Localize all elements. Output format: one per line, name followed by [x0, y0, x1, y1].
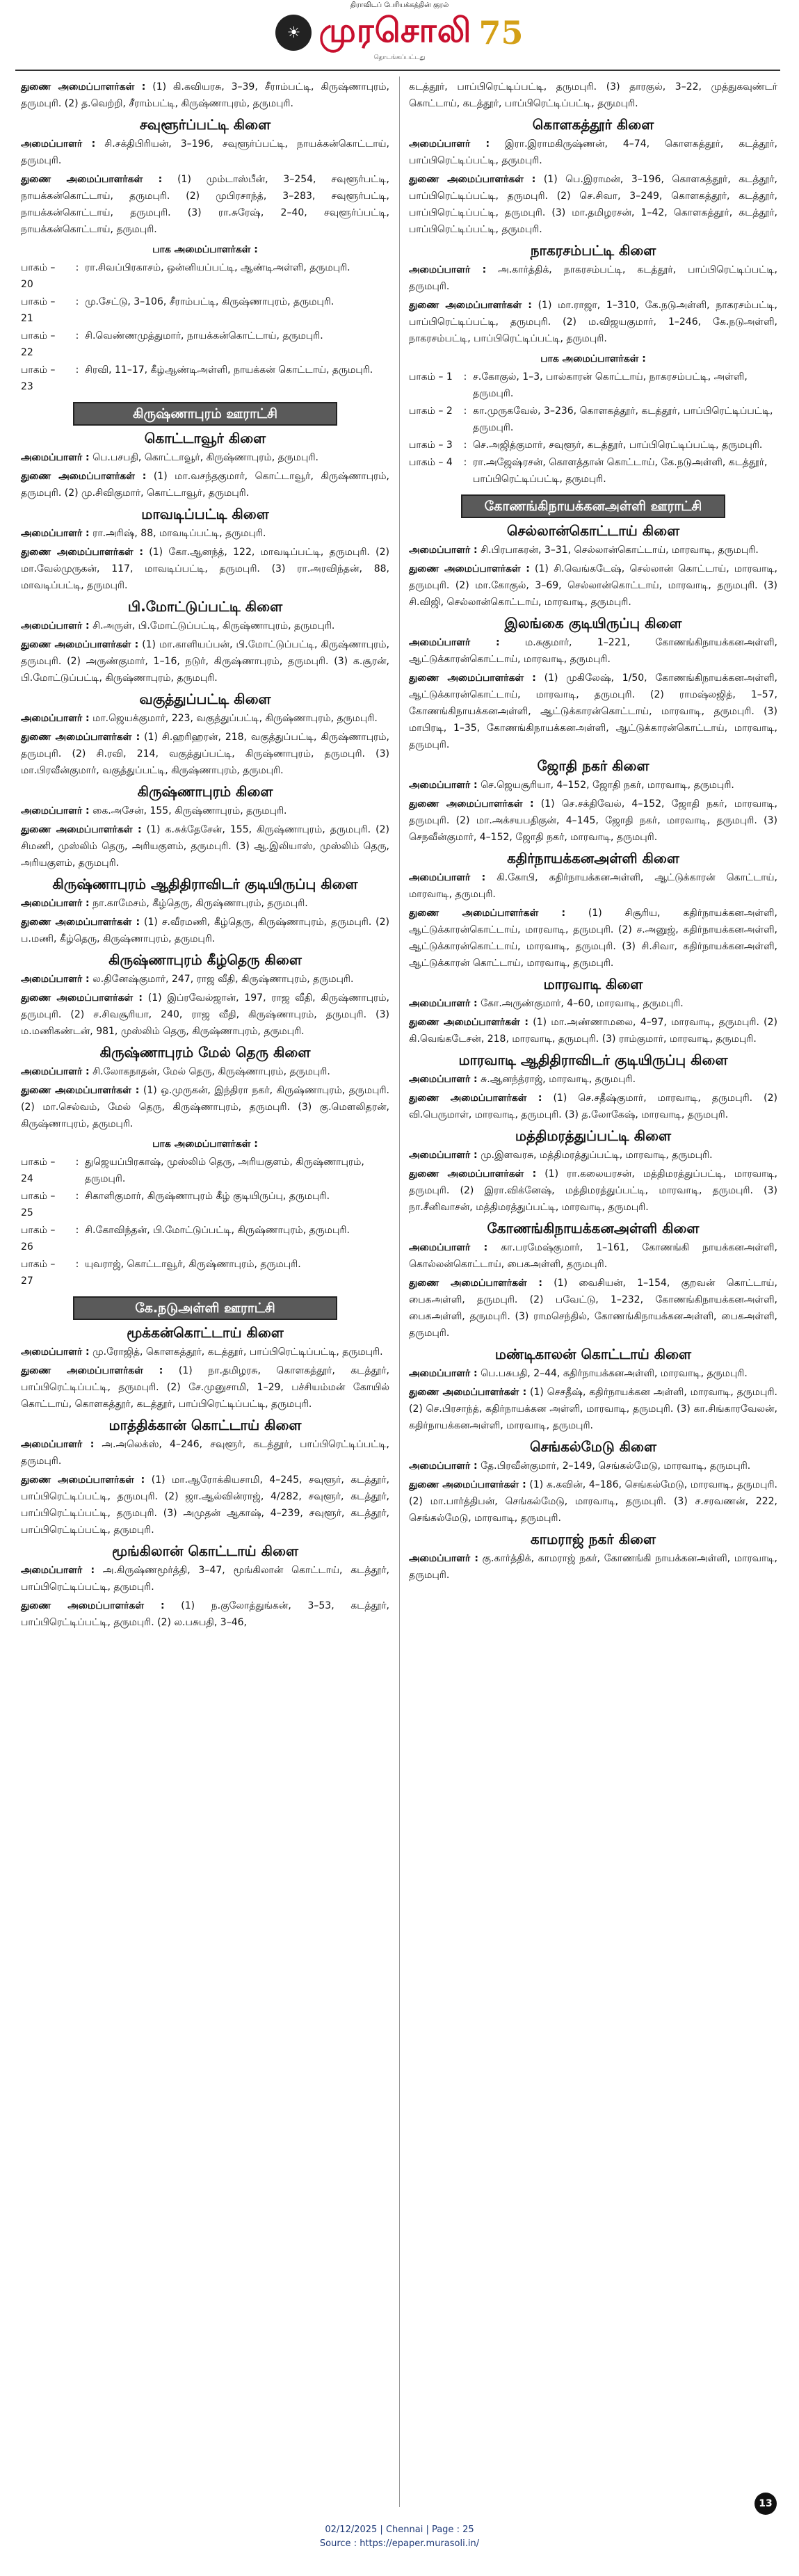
- organizer-entry: [21, 449, 389, 466]
- role-label: துணை அமைப்பாளர்கள் :: [409, 563, 530, 574]
- organizer-entry: [409, 561, 777, 611]
- role-label: துணை அமைப்பாளர்கள் :: [409, 798, 534, 810]
- role-label: அமைப்பாளர் :: [409, 1150, 478, 1161]
- role-label: துணை அமைப்பாளர்கள் :: [409, 174, 536, 185]
- ward-separator: :: [75, 1259, 79, 1270]
- role-label: அமைப்பாளர் :: [409, 780, 478, 791]
- role-label: துணை அமைப்பாளர்கள் :: [409, 673, 536, 684]
- member-details: கோ.அருண்குமார், 4–60, மாரவாடி, தருமபுரி.: [477, 998, 684, 1009]
- organizer-entry: [409, 1014, 777, 1047]
- organizer-entry: [409, 136, 777, 169]
- member-details: நா.காமேசம், கீழ்தெரு, கிருஷ்ணாபுரம், தருமபுரி.: [89, 898, 308, 909]
- organizer-entry: [409, 1147, 777, 1164]
- organizer-entry: [21, 1472, 389, 1538]
- role-label: அமைப்பாளர் :: [21, 1439, 95, 1450]
- ward-separator: :: [75, 364, 79, 376]
- ward-row: [21, 1222, 389, 1255]
- member-details: (1) செ.சதீஷ்குமார், மாரவாடி, தருமபுரி. (2) வி.பெருமாள், மாரவாடி, தருமபுரி. (3) த.லோகேஷ், மாரவாடி, தருமபுரி.: [409, 1093, 777, 1120]
- organizer-entry: [21, 1082, 389, 1132]
- role-label: துணை அமைப்பாளர்கள் :: [21, 81, 146, 92]
- page-number-badge: 13: [754, 2493, 777, 2515]
- ward-row: [409, 369, 777, 402]
- organizer-entry: [21, 1562, 389, 1595]
- role-label: துணை அமைப்பாளர்கள் :: [21, 174, 163, 185]
- branch-heading: காமராஜ் நகர் கிளை: [530, 1531, 656, 1547]
- member-details: (1) மா.ஆரோக்கியசாமி, 4–245, சவுளூர், கடத்தூர், பாப்பிரெட்டிப்பட்டி, தருமபுரி. (2) ஜா.ஆல்வின்ராஜ், 4/282, சவுளூர், கடத்தூர், பாப்பிரெட்டிப்பட்டி, தருமபுரி. (3) அமுதன் ஆகாஷ், 4–239, சவுளூர், கடத்தூர், பாப்பிரெட்டிப்பட்டி, தருமபுரி.: [21, 1474, 390, 1536]
- organizer-entry: [21, 1362, 389, 1412]
- branch-heading: கோணங்கிநாயக்கனஅள்ளி கிளை: [487, 1220, 700, 1237]
- panchayat-banner: கிருஷ்ணாபுரம் ஊராட்சி: [73, 402, 337, 426]
- branch-heading: ஜோதி நகர் கிளை: [537, 757, 649, 774]
- footer-source-line[interactable]: Source : https://epaper.murasoli.in/: [319, 2538, 480, 2549]
- branch-heading: கிருஷ்ணாபுரம் ஆதிதிராவிடர் குடியிருப்பு கிளை: [52, 876, 358, 892]
- organizer-entry: [21, 895, 389, 912]
- branch-heading: கிருஷ்ணாபுரம் மேல் தெரு கிளை: [99, 1044, 311, 1061]
- organizer-entry: [21, 468, 389, 501]
- member-details: (1) ஒ.முருகன், இந்திரா நகர், கிருஷ்ணாபுரம், தருமபுரி. (2) மா.செல்வம், மேல் தெரு, கிருஷ்ணாபுரம், தருமபுரி. (3) கு.மௌலிதரன், கிருஷ்ணாபுரம், தருமபுரி.: [21, 1085, 389, 1129]
- ward-label: பாகம் – 2: [409, 405, 453, 417]
- member-details: (1) மா.காளியப்பன், பி.மோட்டுப்பட்டி, கிருஷ்ணாபுரம், தருமபுரி. (2) அருண்குமார், 1–16, நடுர், கிருஷ்ணாபுரம், தருமபுரி. (3) க.சூரன், பி.மோட்டுப்பட்டி, கிருஷ்ணாபுரம், தருமபுரி.: [21, 639, 389, 684]
- anniversary-logo: 75: [478, 14, 524, 51]
- role-label: துணை அமைப்பாளர்கள் :: [21, 547, 143, 558]
- ward-organizer: மு.சேட்டு, 3–106, சீராம்பட்டி, கிருஷ்ணாபுரம், தருமபுரி.: [85, 296, 334, 307]
- member-details: (1) இப்ரவேல்ஜான், 197, ராஜ வீதி, கிருஷ்ணாபுரம், தருமபுரி. (2) ச.சிவசூரியா, 240, ராஜ வீதி, கிருஷ்ணாபுரம், தருமபுரி. (3) ம.மணிகண்டன், 981, முஸ்லிம் தெரு, கிருஷ்ணாபுரம், தருமபுரி.: [21, 992, 389, 1037]
- ward-label: பாகம் – 25: [21, 1191, 56, 1218]
- ward-separator: :: [75, 1191, 79, 1202]
- column-divider: [399, 77, 400, 2507]
- member-details: (1) நா.தமிழரசு, கொளகத்தூர், கடத்தூர், பாப்பிரெட்டிப்பட்டி, தருமபுரி. (2) சே.முனுசாமி, 1–29, பச்சியம்மன் கோயில் கொட்டாய், கொளகத்தூர், கடத்தூர், பாப்பிரெட்டிப்பட்டி, தருமபுரி.: [21, 1365, 390, 1410]
- role-label: அமைப்பாளர் :: [21, 805, 90, 816]
- role-label: துணை அமைப்பாளர்கள் :: [21, 992, 143, 1004]
- role-label: துணை அமைப்பாளர்கள் :: [21, 471, 147, 482]
- branch-heading: கிருஷ்ணாபுரம் கீழ்தெரு கிளை: [108, 951, 302, 968]
- member-details: (1) ச.வீரமணி, கீழ்தெரு, கிருஷ்ணாபுரம், தருமபுரி. (2) ப.மணி, கீழ்தெரு, கிருஷ்ணாபுரம், தருமபுரி.: [21, 917, 389, 944]
- branch-heading: பி.மோட்டுப்பட்டி கிளை: [127, 598, 283, 615]
- role-label: அமைப்பாளர் :: [21, 528, 90, 539]
- branch-heading: சவுளூர்ப்பட்டி கிளை: [139, 116, 271, 133]
- member-details: ரா.அரிஷ், 88, மாவடிப்பட்டி, தருமபுரி.: [89, 528, 266, 539]
- branch-heading: மாவடிப்பட்டி கிளை: [141, 506, 269, 522]
- organizer-entry: [409, 1239, 777, 1273]
- organizer-entry: [21, 1597, 389, 1631]
- organizer-entry: [409, 297, 777, 347]
- member-details: செ.ஜெயசூரியா, 4–152, ஜோதி நகர், மாரவாடி, தருமபுரி.: [477, 780, 734, 791]
- role-label: அமைப்பாளர் :: [21, 138, 96, 150]
- organizer-entry: [409, 1476, 777, 1527]
- organizer-entry: [21, 729, 389, 779]
- member-details: (1) க.கவின், 4–186, செங்கல்மேடு, மாரவாடி, தருமபுரி. (2) மா.பார்த்திபன், செங்கல்மேடு, மாரவாடி, தருமபுரி. (3) ச.சரவணன், 222, செங்கல்மேடு, மாரவாடி, தருமபுரி.: [409, 1479, 777, 1524]
- member-details: மா.ஜெயக்குமார், 223, வகுத்துப்பட்டி, கிருஷ்ணாபுரம், தருமபுரி.: [89, 713, 378, 724]
- organizer-entry: [409, 1550, 777, 1584]
- member-details: சி.லோகநாதன், மேல் தெரு, கிருஷ்ணாபுரம், தருமபுரி.: [89, 1066, 330, 1077]
- party-emblem-icon: ☀: [275, 15, 312, 51]
- member-details: (1) செ.சக்திவேல், 4–152, ஜோதி நகர், மாரவாடி, தருமபுரி. (2) மா.அக்சயபதிகுன், 4–145, ஜோதி நகர், மாரவாடி, தருமபுரி. (3) செநவீன்குமார், 4–152, ஜோதி நகர், மாரவாடி, தருமபுரி.: [409, 798, 777, 843]
- ward-label: பாகம் – 23: [21, 364, 56, 392]
- masthead: [0, 0, 799, 68]
- ward-separator: :: [75, 296, 79, 307]
- member-details: (1) முகிலேஷ், 1/50, கோணங்கிநாயக்கனஅள்ளி, ஆட்டுக்காரன்கொட்டாய், மாரவாடி, தருமபுரி. (2) ராமஷ்லஜித், 1–57, கோணங்கிநாயக்கனஅள்ளி, ஆட்டுக்காரன்கொட்டாய், மாரவாடி, தருமபுரி. (3) மாபிரடி, 1–35, கோணங்கிநாயக்கனஅள்ளி, ஆட்டுக்காரன்கொட்டாய், மாரவாடி, தருமபுரி.: [409, 673, 777, 750]
- role-label: அமைப்பாளர் :: [409, 545, 478, 556]
- member-details: மு.இளவரசு, மத்திமரத்துப்பட்டி, மாரவாடி, தருமபுரி.: [477, 1150, 713, 1161]
- footer-date-line: 02/12/2025 | Chennai | Page : 25: [325, 2525, 474, 2535]
- ward-row: [21, 1154, 389, 1187]
- branch-heading: மத்திமரத்துப்பட்டி கிளை: [515, 1127, 672, 1144]
- footer: [0, 2523, 799, 2551]
- ward-row: [21, 328, 389, 361]
- member-details: சி.அருள், பி.மோட்டுப்பட்டி, கிருஷ்ணாபுரம், தருமபுரி.: [89, 620, 335, 631]
- role-label: துணை அமைப்பாளர்கள் :: [21, 1085, 140, 1096]
- ward-row: [21, 1188, 389, 1221]
- member-details: அ.கார்த்திக், நாகரசம்பட்டி, கடத்தூர், பாப்பிரெட்டிப்பட்டி, தருமபுரி.: [409, 264, 777, 292]
- member-details: (1) மா.வசந்தகுமார், கொட்டாவூர், கிருஷ்ணாபுரம், தருமபுரி. (2) மு.சிவிகுமார், கொட்டாவூர், தருமபுரி.: [21, 471, 389, 499]
- organizer-entry: [409, 1384, 777, 1434]
- member-details: (1) மா.ராஜா, 1–310, கே.நடுஅள்ளி, நாகரசம்பட்டி, பாப்பிரெட்டிப்பட்டி, தருமபுரி. (2) ம.விஜயகுமார், 1–246, கே.நடுஅள்ளி, நாகரசம்பட்டி, பாப்பிரெட்டிப்பட்டி, தருமபுரி.: [409, 300, 777, 344]
- branch-heading: மாரவாடி ஆதிதிராவிடர் குடியிருப்பு கிளை: [458, 1052, 728, 1068]
- member-details: (1) செசதீஷ், கதிர்நாயக்கன அள்ளி, மாரவாடி, தருமபுரி. (2) செ.பிரசாந்த், கதிர்நாயக்கன அள்ளி, மாரவாடி, தருமபுரி. (3) கா.சிங்காரவேலன், கதிர்நாயக்கனஅள்ளி, மாரவாடி, தருமபுரி.: [409, 1387, 777, 1431]
- member-details: (1) சிசூரிய, கதிர்நாயக்கனஅள்ளி, ஆட்டுக்காரன்கொட்டாய், மாரவாடி, தருமபுரி. (2) ச.அனுஜ், கதிர்நாயக்கனஅள்ளி, ஆட்டுக்காரன்கொட்டாய், மாரவாடி, தருமபுரி. (3) சி.சிவா, கதிர்நாயக்கனஅள்ளி, ஆட்டுக்காரன் கொட்டாய், மாரவாடி, தருமபுரி.: [409, 908, 777, 969]
- member-details: கு.கார்த்திக், காமராஜ் நகர், கோணங்கி நாயக்கனஅள்ளி, மாரவாடி, தருமபுரி.: [409, 1553, 777, 1581]
- member-details: இரா.இராமகிருஷ்ணன், 4–74, கொளகத்தூர், கடத்தூர், பாப்பிரெட்டிப்பட்டி, தருமபுரி.: [409, 138, 777, 166]
- organizer-entry: [409, 905, 777, 972]
- organizer-entry: [409, 79, 777, 112]
- branch-heading: கொளகத்தூர் கிளை: [532, 116, 654, 133]
- role-label: அமைப்பாளர் :: [409, 872, 486, 883]
- role-label: துணை அமைப்பாளர்கள் :: [21, 1474, 145, 1486]
- organizer-entry: [409, 670, 777, 753]
- branch-heading: மண்டிகாலன் கொட்டாய் கிளை: [494, 1346, 692, 1362]
- role-label: அமைப்பாளர் :: [21, 898, 90, 909]
- ward-organizer: கா.முருகவேல், 3–236, கொளகத்தூர், கடத்தூர், பாப்பிரெட்டிப்பட்டி, தருமபுரி.: [473, 405, 773, 433]
- role-label: அமைப்பாளர் :: [409, 138, 490, 150]
- organizer-entry: [21, 1344, 389, 1360]
- member-details: (1) ந.குலோத்துங்கன், 3–53, கடத்தூர், பாப்பிரெட்டிப்பட்டி, தருமபுரி. (2) ல.பசுபதி, 3–46,: [21, 1600, 389, 1628]
- ward-separator: :: [463, 440, 467, 451]
- role-label: துணை அமைப்பாளர்கள் :: [21, 1600, 165, 1611]
- branch-heading: கொட்டாவூர் கிளை: [144, 430, 266, 446]
- organizer-entry: [21, 821, 389, 871]
- ward-organizers-heading: பாக அமைப்பாளர்கள் :: [152, 1138, 258, 1150]
- masthead-tagline: திராவிடப் பேரியக்கத்தின் குரல்: [350, 1, 449, 9]
- role-label: துணை அமைப்பாளர்கள் :: [21, 824, 142, 835]
- member-details: (1) சி.வெங்கடேஷ், செல்லான் கொட்டாய், மாரவாடி, தருமபுரி. (2) மா.கோகுல், 3–69, செல்லான்கொட்டாய், மாரவாடி, தருமபுரி. (3) சி.விஜி, செல்லான்கொட்டாய், மாரவாடி, தருமபுரி.: [409, 563, 777, 608]
- ward-label: பாகம் – 4: [409, 457, 453, 468]
- organizer-entry: [21, 710, 389, 727]
- organizer-entry: [409, 261, 777, 295]
- member-details: (1) கோ.ஆனந்த், 122, மாவடிப்பட்டி, தருமபுரி. (2) மா.வேல்முருகன், 117, மாவடிப்பட்டி, தருமபுரி. (3) ரா.அரவிந்தன், 88, மாவடிப்பட்டி, தருமபுரி.: [21, 547, 389, 591]
- organizer-entry: [409, 1166, 777, 1216]
- role-label: அமைப்பாளர் :: [21, 1066, 90, 1077]
- ward-row: [21, 259, 389, 293]
- member-details: தே.பிரவீன்குமார், 2–149, செங்கல்மேடு, மாரவாடி, தருமபுரி.: [477, 1460, 751, 1472]
- member-details: கடத்தூர், பாப்பிரெட்டிப்பட்டி, தருமபுரி. (3) தாரகுல், 3–22, முத்துகவுண்டர் கொட்டாய், கடத்தூர், பாப்பிரெட்டிப்பட்டி, தருமபுரி.: [409, 81, 777, 109]
- organizer-entry: [21, 136, 389, 169]
- ward-separator: :: [75, 1225, 79, 1236]
- member-details: (1) பெ.இராமன், 3–196, கொளகத்தூர், கடத்தூர், பாப்பிரெட்டிப்பட்டி, தருமபுரி. (2) செ.சிவா, 3–249, கொளகத்தூர், கடத்தூர், பாப்பிரெட்டிப்பட்டி, தருமபுரி. (3) மா.தமிழரசன், 1–42, கொளகத்தூர், கடத்தூர், பாப்பிரெட்டிப்பட்டி, தருமபுரி.: [409, 174, 777, 235]
- ward-label: பாகம் – 20: [21, 262, 56, 290]
- member-details: (1) மும்டாஸ்பீன், 3–254, சவுளூர்பட்டி, நாயக்கன்கொட்டாய், தருமபுரி. (2) முபிரசாந்த், 3–283, சவுளூர்பட்டி, நாயக்கன்கொட்டாய், தருமபுரி. (3) ரா.சுரேஷ், 2–40, சவுளூர்ப்பட்டி, நாயக்கன்கொட்டாய், தருமபுரி.: [21, 174, 390, 235]
- role-label: அமைப்பாளர் :: [409, 1074, 478, 1085]
- ward-row: [409, 403, 777, 436]
- ward-row: [21, 1256, 389, 1289]
- role-label: அமைப்பாளர் :: [409, 637, 500, 648]
- role-label: துணை அமைப்பாளர்கள் :: [409, 1168, 537, 1180]
- role-label: துணை அமைப்பாளர்கள் :: [21, 639, 139, 650]
- ward-separator: :: [463, 457, 467, 468]
- ward-label: பாகம் – 21: [21, 296, 56, 324]
- ward-organizer: ரா.சிவப்பிரகாசம், ஒன்னியப்பட்டி, ஆண்டிஅள்ளி, தருமபுரி.: [85, 262, 350, 273]
- ward-organizers-heading: பாக அமைப்பாளர்கள் :: [540, 353, 646, 364]
- member-details: சி.சக்திபிரியன், 3–196, சவுளூர்ப்பட்டி, நாயக்கன்கொட்டாய், தருமபுரி.: [21, 138, 389, 166]
- organizer-entry: [21, 1436, 389, 1470]
- branch-heading: நாகரசம்பட்டி கிளை: [530, 242, 656, 259]
- role-label: அமைப்பாளர் :: [409, 1368, 478, 1379]
- role-label: துணை அமைப்பாளர்கள் :: [21, 732, 140, 743]
- organizer-entry: [21, 544, 389, 594]
- branch-heading: மாரவாடி கிளை: [543, 976, 643, 992]
- member-details: அ.கிருஷ்ணமூர்த்தி, 3–47, மூங்கிலான் கொட்டாய், கடத்தூர், பாப்பிரெட்டிப்பட்டி, தருமபுரி.: [21, 1565, 389, 1593]
- member-details: மு.ரோஜித், கொளகத்தூர், கடத்தூர், பாப்பிரெட்டிப்பட்டி, தருமபுரி.: [89, 1346, 383, 1358]
- branch-heading: இலங்கை குடியிருப்பு கிளை: [504, 615, 682, 631]
- ward-separator: :: [75, 330, 79, 341]
- ward-row: [21, 362, 389, 395]
- ward-organizer: சிகாளிகுமார், கிருஷ்ணாபுரம் கீழ் குடியிருப்பு, தருமபுரி.: [85, 1191, 330, 1202]
- organizer-entry: [409, 634, 777, 668]
- ward-separator: :: [463, 371, 467, 383]
- branch-heading: வகுத்துப்பட்டி கிளை: [139, 691, 271, 707]
- role-label: துணை அமைப்பாளர்கள் :: [409, 300, 532, 311]
- role-label: அமைப்பாளர் :: [21, 620, 90, 631]
- branch-heading: செங்கல்மேடு கிளை: [529, 1438, 657, 1455]
- branch-heading: செல்லான்கொட்டாய் கிளை: [506, 522, 680, 539]
- role-label: அமைப்பாளர் :: [409, 264, 487, 275]
- ward-row: [21, 293, 389, 327]
- member-details: கா.பரமேஷ்குமார், 1–161, கோணங்கி நாயக்கனஅள்ளி, கொல்லன்கொட்டாய், பைகஅள்ளி, தருமபுரி.: [409, 1242, 777, 1270]
- ward-organizers-heading: பாக அமைப்பாளர்கள் :: [152, 244, 258, 255]
- masthead-subtitle: தொடங்கப்பட்டது: [373, 54, 426, 61]
- role-label: துணை அமைப்பாளர்கள் :: [409, 1017, 528, 1028]
- ward-label: பாகம் – 1: [409, 371, 453, 383]
- member-details: கி.கோபி, கதிர்நாயக்கனஅள்ளி, ஆட்டுக்காரன் கொட்டாய், மாரவாடி, தருமபுரி.: [409, 872, 777, 900]
- organizer-entry: [409, 1365, 777, 1382]
- organizer-entry: [409, 1090, 777, 1123]
- organizer-entry: [409, 777, 777, 794]
- organizer-entry: [21, 971, 389, 988]
- branch-heading: கதிர்நாயக்கனஅள்ளி கிளை: [507, 850, 679, 867]
- newspaper-name: முரசொலி: [318, 11, 472, 50]
- organizer-entry: [409, 869, 777, 903]
- ward-label: பாகம் – 22: [21, 330, 56, 358]
- role-label: அமைப்பாளர் :: [21, 1565, 95, 1576]
- organizer-entry: [21, 171, 389, 238]
- member-details: (1) ரா.கலையரசன், மத்திமரத்துப்பட்டி, மாரவாடி, தருமபுரி. (2) இரா.விக்னேஷ், மத்திமரத்துப்பட்டி, மாரவாடி, தருமபுரி. (3) நா.சீனிவாசன், மத்திமரத்துப்பட்டி, மாரவாடி, தருமபுரி.: [409, 1168, 777, 1213]
- role-label: அமைப்பாளர் :: [21, 452, 90, 463]
- organizer-entry: [409, 796, 777, 846]
- organizer-entry: [21, 914, 389, 947]
- ward-label: பாகம் – 27: [21, 1259, 56, 1287]
- organizer-entry: [21, 79, 389, 112]
- organizer-entry: [21, 1063, 389, 1080]
- role-label: அமைப்பாளர் :: [21, 713, 90, 724]
- panchayat-banner: கே.நடுஅள்ளி ஊராட்சி: [73, 1296, 337, 1320]
- ward-organizer: சி.கோவிந்தன், பி.மோட்டுப்பட்டி, கிருஷ்ணாபுரம், தருமபுரி.: [85, 1225, 350, 1236]
- role-label: அமைப்பாளர் :: [409, 998, 478, 1009]
- ward-organizer: சிரவி, 11–17, கீழ்ஆண்டிஅள்ளி, நாயக்கன் கொட்டாய், தருமபுரி.: [85, 364, 373, 376]
- organizer-entry: [21, 525, 389, 542]
- ward-organizer: ச.கோகுல், 1–3, பால்காரன் கொட்டாய், நாகரசம்பட்டி, அள்ளி, தருமபுரி.: [473, 371, 748, 399]
- ward-organizer: யுவராஜ், கொட்டாவூர், கிருஷ்ணாபுரம், தருமபுரி.: [85, 1259, 301, 1270]
- organizer-entry: [409, 1458, 777, 1474]
- role-label: துணை அமைப்பாளர்கள் :: [21, 1365, 163, 1376]
- organizer-entry: [409, 1071, 777, 1088]
- role-label: துணை அமைப்பாளர்கள் :: [409, 1479, 526, 1490]
- member-details: கை.அசேன், 155, கிருஷ்ணாபுரம், தருமபுரி.: [89, 805, 287, 816]
- masthead-logo-row: [275, 11, 523, 54]
- ward-organizer: செ.அஜித்குமார், சவுளூர், கடத்தூர், பாப்பிரெட்டிப்பட்டி, தருமபுரி.: [473, 440, 763, 451]
- member-details: ம.சுகுமார், 1–221, கோணங்கிநாயக்கனஅள்ளி, ஆட்டுக்காரன்கொட்டாய், மாரவாடி, தருமபுரி.: [409, 637, 777, 665]
- role-label: அமைப்பாளர் :: [21, 974, 90, 985]
- ward-row: [409, 454, 777, 488]
- ward-organizer: ரா.அஜேஷ்ரசன், கொளத்தான் கொட்டாய், கே.நடுஅள்ளி, கடத்தூர், பாப்பிரெட்டிப்பட்டி, தருமபுரி.: [473, 457, 768, 485]
- branch-heading: மூக்கன்கொட்டாய் கிளை: [127, 1324, 284, 1341]
- organizer-entry: [21, 618, 389, 634]
- ward-organizer: துஜெயப்பிரகாஷ், முஸ்லிம் தெரு, அரியகுளம், கிருஷ்ணாபுரம், தருமபுரி.: [85, 1157, 364, 1184]
- left-column: [21, 77, 389, 1633]
- branch-heading: மாத்திக்கான் கொட்டாய் கிளை: [108, 1417, 302, 1433]
- role-label: துணை அமைப்பாளர்கள் :: [409, 1093, 542, 1104]
- role-label: துணை அமைப்பாளர்கள் :: [409, 1387, 527, 1398]
- organizer-entry: [21, 803, 389, 819]
- member-details: சு.ஆனந்த்ராஜ், மாரவாடி, தருமபுரி.: [477, 1074, 636, 1085]
- member-details: (1) மா.அண்ணாமலை, 4–97, மாரவாடி, தருமபுரி. (2) கி.வெங்கடேசன், 218, மாரவாடி, தருமபுரி. (3) ராம்குமார், மாரவாடி, தருமபுரி.: [409, 1017, 777, 1045]
- role-label: துணை அமைப்பாளர்கள் :: [409, 1278, 542, 1289]
- member-details: அ.அலெக்ஸ், 4–246, சவுளூர், கடத்தூர், பாப்பிரெட்டிப்பட்டி, தருமபுரி.: [21, 1439, 389, 1467]
- member-details: பெ.பசுபதி, 2–44, கதிர்நாயக்கனஅள்ளி, மாரவாடி, தருமபுரி.: [477, 1368, 748, 1379]
- member-details: (1) சி.ஹரிஹரன், 218, வகுத்துப்பட்டி, கிருஷ்ணாபுரம், தருமபுரி. (2) சி.ரவி, 214, வகுத்துப்பட்டி, கிருஷ்ணாபுரம், தருமபுரி. (3) மா.பிரவீன்குமார், வகுத்துப்பட்டி, கிருஷ்ணாபுரம், தருமபுரி.: [21, 732, 389, 776]
- ward-separator: :: [75, 262, 79, 273]
- role-label: துணை அமைப்பாளர்கள் :: [21, 917, 140, 928]
- role-label: துணை அமைப்பாளர்கள் :: [409, 908, 566, 919]
- member-details: (1) வைசியன், 1–154, குறவன் கொட்டாய், பைகஅள்ளி, தருமபுரி. (2) பவேட்டு, 1–232, கோணங்கிநாயக்கனஅள்ளி, பைகஅள்ளி, தருமபுரி. (3) ராமசெந்தில், கோணங்கிநாயக்கனஅள்ளி, பைகஅள்ளி, தருமபுரி.: [409, 1278, 777, 1339]
- panchayat-banner: கோணங்கிநாயக்கனஅள்ளி ஊராட்சி: [461, 494, 725, 518]
- organizer-entry: [409, 1275, 777, 1342]
- ward-separator: :: [463, 405, 467, 417]
- article-body: [15, 70, 780, 2515]
- organizer-entry: [409, 995, 777, 1012]
- organizer-entry: [21, 636, 389, 686]
- role-label: அமைப்பாளர் :: [409, 1553, 478, 1564]
- role-label: அமைப்பாளர் :: [409, 1460, 478, 1472]
- ward-organizer: சி.வெண்ணமுத்துமார், நாயக்கன்கொட்டாய், தருமபுரி.: [85, 330, 323, 341]
- organizer-entry: [409, 542, 777, 558]
- member-details: (1) கி.கவியரசு, 3–39, சீராம்பட்டி, கிருஷ்ணாபுரம், தருமபுரி. (2) த.வெற்றி, சீராம்பட்டி, கிருஷ்ணாபுரம், தருமபுரி.: [21, 81, 390, 109]
- branch-heading: கிருஷ்ணாபுரம் கிளை: [137, 783, 273, 800]
- role-label: அமைப்பாளர் :: [409, 1242, 488, 1253]
- organizer-entry: [409, 171, 777, 238]
- ward-row: [409, 437, 777, 453]
- member-details: சி.பிரபாகரன், 3–31, செல்லான்கொட்டாய், மாரவாடி, தருமபுரி.: [477, 545, 759, 556]
- ward-label: பாகம் – 26: [21, 1225, 56, 1253]
- member-details: (1) க.சுக்தேசேன், 155, கிருஷ்ணாபுரம், தருமபுரி. (2) சிமணி, முஸ்லிம் தெரு, அரியகுளம், தருமபுரி. (3) ஆ.இலியாஸ், முஸ்லிம் தெரு, அரியகுளம், தருமபுரி.: [21, 824, 390, 869]
- role-label: அமைப்பாளர் :: [21, 1346, 90, 1358]
- member-details: ல.தினேஷ்குமார், 247, ராஜ வீதி, கிருஷ்ணாபுரம், தருமபுரி.: [89, 974, 354, 985]
- member-details: பெ.பசபதி, கொட்டாவூர், கிருஷ்ணாபுரம், தருமபுரி.: [89, 452, 318, 463]
- ward-label: பாகம் – 3: [409, 440, 453, 451]
- ward-label: பாகம் – 24: [21, 1157, 56, 1184]
- branch-heading: மூங்கிலான் கொட்டாய் கிளை: [111, 1543, 299, 1559]
- right-column: [409, 77, 777, 1586]
- ward-separator: :: [75, 1157, 79, 1168]
- organizer-entry: [21, 990, 389, 1040]
